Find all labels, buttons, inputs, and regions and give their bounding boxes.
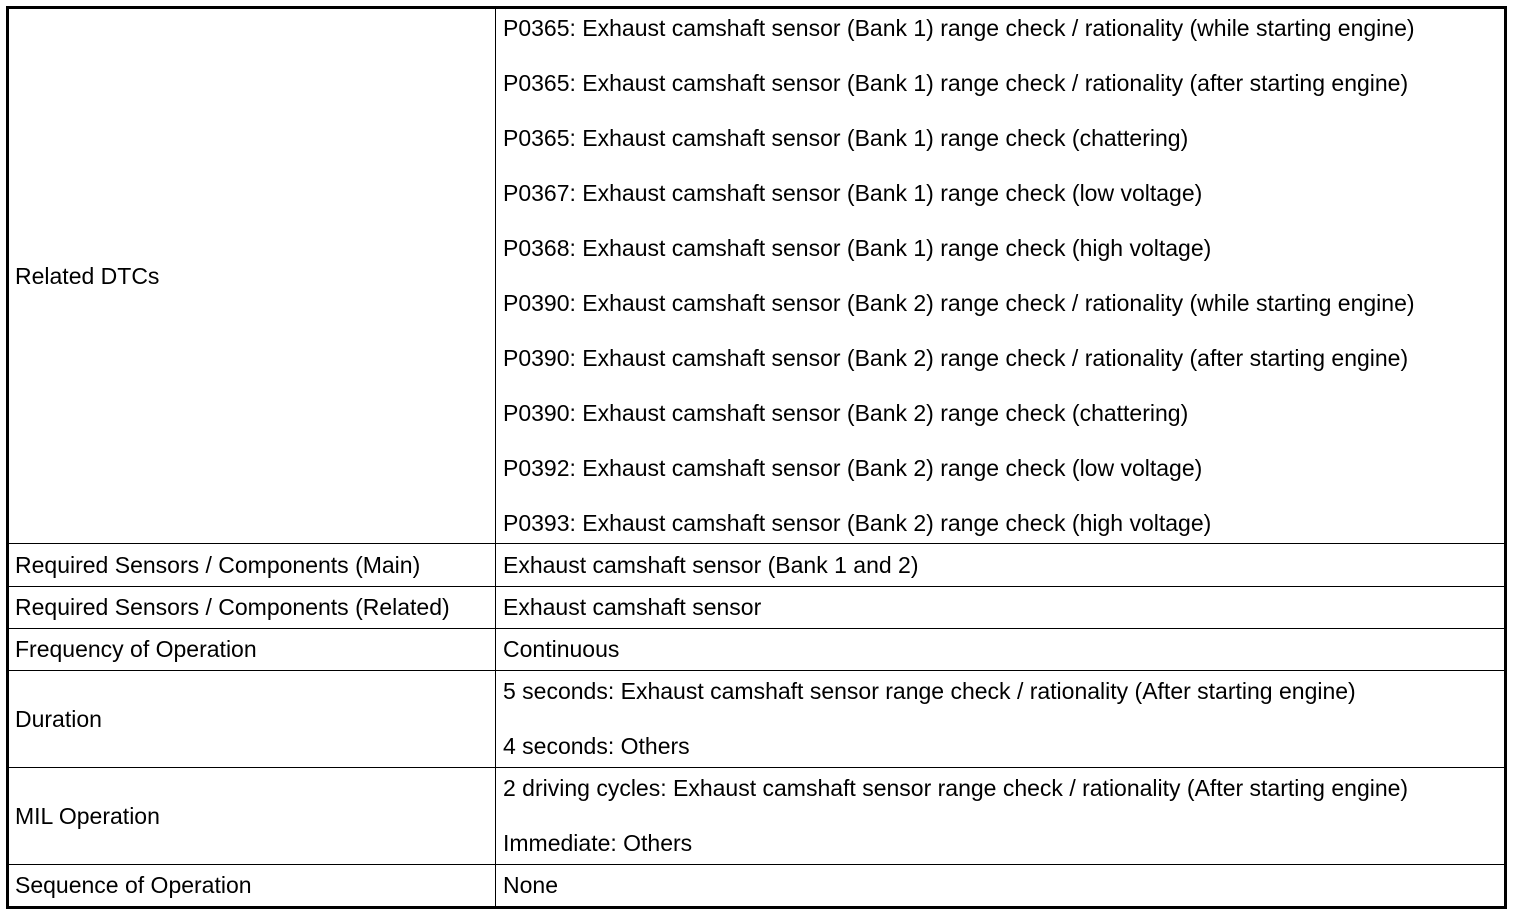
table-row-related-dtcs [8, 8, 1506, 544]
row-value [496, 671, 1506, 768]
row-value: Exhaust camshaft sensor [496, 587, 1506, 629]
mil-item: 2 driving cycles: Exhaust camshaft sensor range check / rationality (After starting engine) [503, 775, 1409, 801]
row-label: MIL Operation [8, 768, 496, 865]
row-value [496, 8, 1506, 544]
row-label: Required Sensors / Components (Main) [8, 544, 496, 587]
row-label: Related DTCs [8, 8, 496, 544]
table-row-sequence [8, 865, 1506, 908]
mil-item: Immediate: Others [503, 830, 693, 856]
table-row-required-related [8, 587, 1506, 629]
duration-item: 5 seconds: Exhaust camshaft sensor range check / rationality (After starting engine) [503, 678, 1356, 704]
dtc-item: P0392: Exhaust camshaft sensor (Bank 2) range check (low voltage) [503, 455, 1203, 481]
row-value: Continuous [496, 629, 1506, 671]
table-row-required-main [8, 544, 1506, 587]
spec-table [6, 6, 1507, 909]
row-label: Required Sensors / Components (Related) [8, 587, 496, 629]
dtc-item: P0367: Exhaust camshaft sensor (Bank 1) range check (low voltage) [503, 180, 1203, 206]
table-row-duration [8, 671, 1506, 768]
duration-item: 4 seconds: Others [503, 733, 690, 759]
row-value: Exhaust camshaft sensor (Bank 1 and 2) [496, 544, 1506, 587]
dtc-item: P0365: Exhaust camshaft sensor (Bank 1) range check (chattering) [503, 125, 1189, 151]
dtc-item: P0390: Exhaust camshaft sensor (Bank 2) range check / rationality (after starting engine) [503, 345, 1409, 371]
dtc-item: P0365: Exhaust camshaft sensor (Bank 1) range check / rationality (after starting engine) [503, 70, 1409, 96]
dtc-item: P0390: Exhaust camshaft sensor (Bank 2) range check / rationality (while starting engine) [503, 290, 1415, 316]
dtc-item: P0393: Exhaust camshaft sensor (Bank 2) range check (high voltage) [503, 510, 1212, 536]
row-label: Duration [8, 671, 496, 768]
dtc-item: P0390: Exhaust camshaft sensor (Bank 2) range check (chattering) [503, 400, 1189, 426]
dtc-item: P0365: Exhaust camshaft sensor (Bank 1) range check / rationality (while starting engine) [503, 15, 1415, 41]
table-row-frequency [8, 629, 1506, 671]
table-row-mil-operation [8, 768, 1506, 865]
row-label: Sequence of Operation [8, 865, 496, 908]
dtc-item: P0368: Exhaust camshaft sensor (Bank 1) range check (high voltage) [503, 235, 1212, 261]
row-value: None [496, 865, 1506, 908]
row-value [496, 768, 1506, 865]
row-label: Frequency of Operation [8, 629, 496, 671]
